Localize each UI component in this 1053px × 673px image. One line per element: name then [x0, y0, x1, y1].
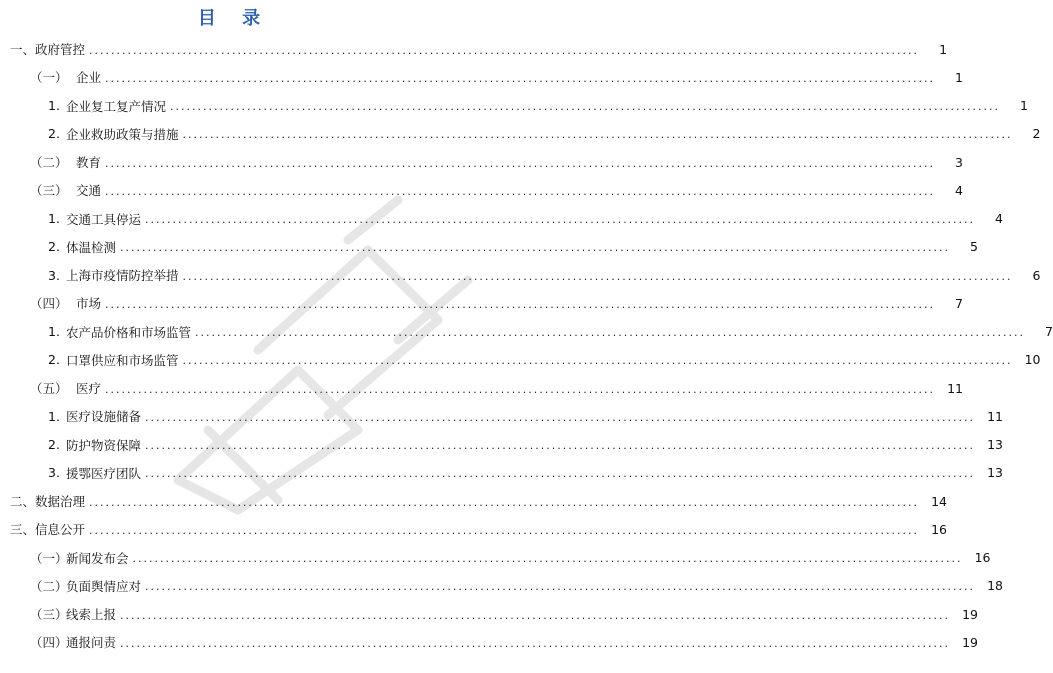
- toc-entry[interactable]: [0, 120, 1041, 148]
- toc-entry-number: （三）: [30, 607, 68, 623]
- toc-entry-label: 交通工具停运: [66, 211, 142, 227]
- toc-entry[interactable]: [0, 289, 963, 317]
- toc-entry[interactable]: [0, 572, 1003, 600]
- toc-page-number: 13: [987, 437, 1003, 453]
- toc-page-number: 4: [955, 182, 963, 198]
- toc-entry-number: 2.: [48, 126, 60, 142]
- toc-entry-label: 政府管控: [35, 42, 86, 58]
- toc-dot-leader: .......................................................................................................................................................: [120, 608, 950, 622]
- toc-entry[interactable]: [0, 431, 1003, 459]
- toc-entry-label: 企业复工复产情况: [66, 98, 167, 114]
- toc-dot-leader: .......................................................................................................................................................: [145, 580, 975, 594]
- toc-dot-leader: .......................................................................................................................................................: [105, 297, 935, 311]
- toc-entry-number: 三、: [10, 522, 36, 538]
- toc-entry-label: 防护物资保障: [66, 437, 142, 453]
- toc-dot-leader: .......................................................................................................................................................: [105, 156, 935, 170]
- toc-entry-label: 市场: [76, 296, 102, 312]
- toc-entry[interactable]: [0, 600, 978, 628]
- toc-dot-leader: .......................................................................................................................................................: [89, 43, 920, 57]
- toc-entry-number: 二、: [10, 494, 36, 510]
- toc-entry[interactable]: [0, 176, 963, 204]
- toc-entry-label: 农产品价格和市场监管: [66, 324, 192, 340]
- toc-dot-leader: .......................................................................................................................................................: [105, 71, 935, 85]
- toc-dot-leader: .......................................................................................................................................................: [182, 128, 1013, 142]
- toc-entry-number: 2.: [48, 437, 60, 453]
- toc-page-number: 1: [939, 41, 948, 57]
- toc-dot-leader: .......................................................................................................................................................: [145, 213, 975, 227]
- toc-page-number: 16: [974, 550, 991, 566]
- toc-entry[interactable]: [0, 459, 1003, 487]
- toc-entry[interactable]: [0, 487, 948, 515]
- toc-page-number: 7: [1045, 324, 1053, 340]
- table-of-contents: [0, 35, 1053, 657]
- toc-entry-label: 线索上报: [66, 607, 117, 623]
- toc-dot-leader: .......................................................................................................................................................: [195, 326, 1025, 340]
- toc-entry-number: 3.: [48, 465, 60, 481]
- toc-dot-leader: .......................................................................................................................................................: [182, 354, 1013, 368]
- toc-entry-label: 教育: [76, 155, 102, 171]
- toc-page-number: 3: [955, 154, 963, 170]
- toc-entry-label: 信息公开: [35, 522, 86, 538]
- toc-entry-label: 通报问责: [66, 635, 117, 651]
- toc-entry-number: （二）: [30, 578, 68, 594]
- toc-entry-number: 1.: [48, 211, 60, 227]
- toc-page-number: 11: [947, 380, 963, 396]
- toc-entry-label: 企业救助政策与措施: [66, 126, 179, 142]
- toc-entry[interactable]: [0, 63, 963, 91]
- toc-dot-leader: .......................................................................................................................................................: [120, 636, 950, 650]
- toc-page-number: 19: [962, 634, 978, 650]
- toc-entry-number: 1.: [48, 98, 60, 114]
- toc-entry-label: 数据治理: [35, 494, 86, 510]
- toc-entry-label: 新闻发布会: [66, 550, 129, 566]
- toc-entry-number: 2.: [48, 352, 60, 368]
- toc-page-number: 2: [1032, 126, 1041, 142]
- toc-entry-label: 医疗: [76, 381, 102, 397]
- toc-entry-number: （四）: [30, 635, 68, 651]
- toc-dot-leader: .......................................................................................................................................................: [145, 410, 975, 424]
- toc-dot-leader: .......................................................................................................................................................: [182, 269, 1013, 283]
- toc-entry[interactable]: [0, 346, 1041, 374]
- toc-page-number: 7: [955, 295, 963, 311]
- toc-page-number: 11: [987, 408, 1003, 424]
- toc-page-number: 6: [1032, 267, 1041, 283]
- toc-entry-label: 上海市疫情防控举措: [66, 268, 179, 284]
- toc-page-number: 13: [987, 465, 1003, 481]
- toc-entry-label: 援鄂医疗团队: [66, 465, 142, 481]
- toc-entry[interactable]: [0, 92, 1028, 120]
- toc-dot-leader: .......................................................................................................................................................: [89, 523, 920, 537]
- toc-page-number: 19: [962, 606, 978, 622]
- toc-entry[interactable]: [0, 318, 1053, 346]
- toc-entry-label: 企业: [76, 70, 102, 86]
- toc-entry[interactable]: [0, 544, 991, 572]
- toc-entry-number: 一、: [10, 42, 36, 58]
- toc-entry-number: （一）: [30, 550, 68, 566]
- toc-entry-number: （一）: [30, 70, 68, 86]
- toc-entry-number: 1.: [48, 408, 60, 424]
- toc-page-number: 18: [987, 578, 1003, 594]
- toc-entry-number: 1.: [48, 324, 60, 340]
- toc-entry-number: （四）: [30, 296, 68, 312]
- toc-entry-number: （三）: [30, 183, 68, 199]
- toc-dot-leader: .......................................................................................................................................................: [145, 439, 975, 453]
- toc-entry-label: 医疗设施储备: [66, 409, 142, 425]
- toc-entry[interactable]: [0, 233, 978, 261]
- toc-entry[interactable]: [0, 35, 948, 63]
- toc-entry-label: 体温检测: [66, 239, 117, 255]
- toc-entry[interactable]: [0, 402, 1003, 430]
- toc-page-number: 1: [1020, 98, 1028, 114]
- toc-entry[interactable]: [0, 261, 1041, 289]
- toc-entry[interactable]: [0, 148, 963, 176]
- toc-entry-number: 3.: [48, 267, 60, 283]
- toc-dot-leader: .......................................................................................................................................................: [105, 382, 935, 396]
- toc-entry-label: 交通: [76, 183, 102, 199]
- page-title: 目 录: [197, 8, 271, 29]
- toc-page-number: 4: [995, 211, 1003, 227]
- toc-page-number: 5: [970, 239, 978, 255]
- toc-dot-leader: .......................................................................................................................................................: [145, 467, 975, 481]
- toc-dot-leader: .......................................................................................................................................................: [89, 495, 920, 509]
- toc-page-number: 16: [931, 521, 948, 537]
- toc-entry-number: （五）: [30, 381, 68, 397]
- toc-page-number: 14: [931, 493, 948, 509]
- toc-entry[interactable]: [0, 374, 963, 402]
- toc-entry[interactable]: [0, 205, 1003, 233]
- toc-entry[interactable]: [0, 515, 948, 543]
- toc-entry-number: （二）: [30, 155, 68, 171]
- toc-page-number: 10: [1024, 352, 1041, 368]
- toc-entry-label: 口罩供应和市场监管: [66, 352, 179, 368]
- toc-entry-label: 负面舆情应对: [66, 578, 142, 594]
- toc-entry-number: 2.: [48, 239, 60, 255]
- toc-dot-leader: .......................................................................................................................................................: [105, 184, 935, 198]
- toc-dot-leader: .......................................................................................................................................................: [132, 552, 963, 566]
- toc-page-number: 1: [955, 69, 963, 85]
- toc-entry[interactable]: [0, 628, 978, 656]
- toc-dot-leader: .......................................................................................................................................................: [120, 241, 950, 255]
- toc-dot-leader: .......................................................................................................................................................: [170, 100, 1000, 114]
